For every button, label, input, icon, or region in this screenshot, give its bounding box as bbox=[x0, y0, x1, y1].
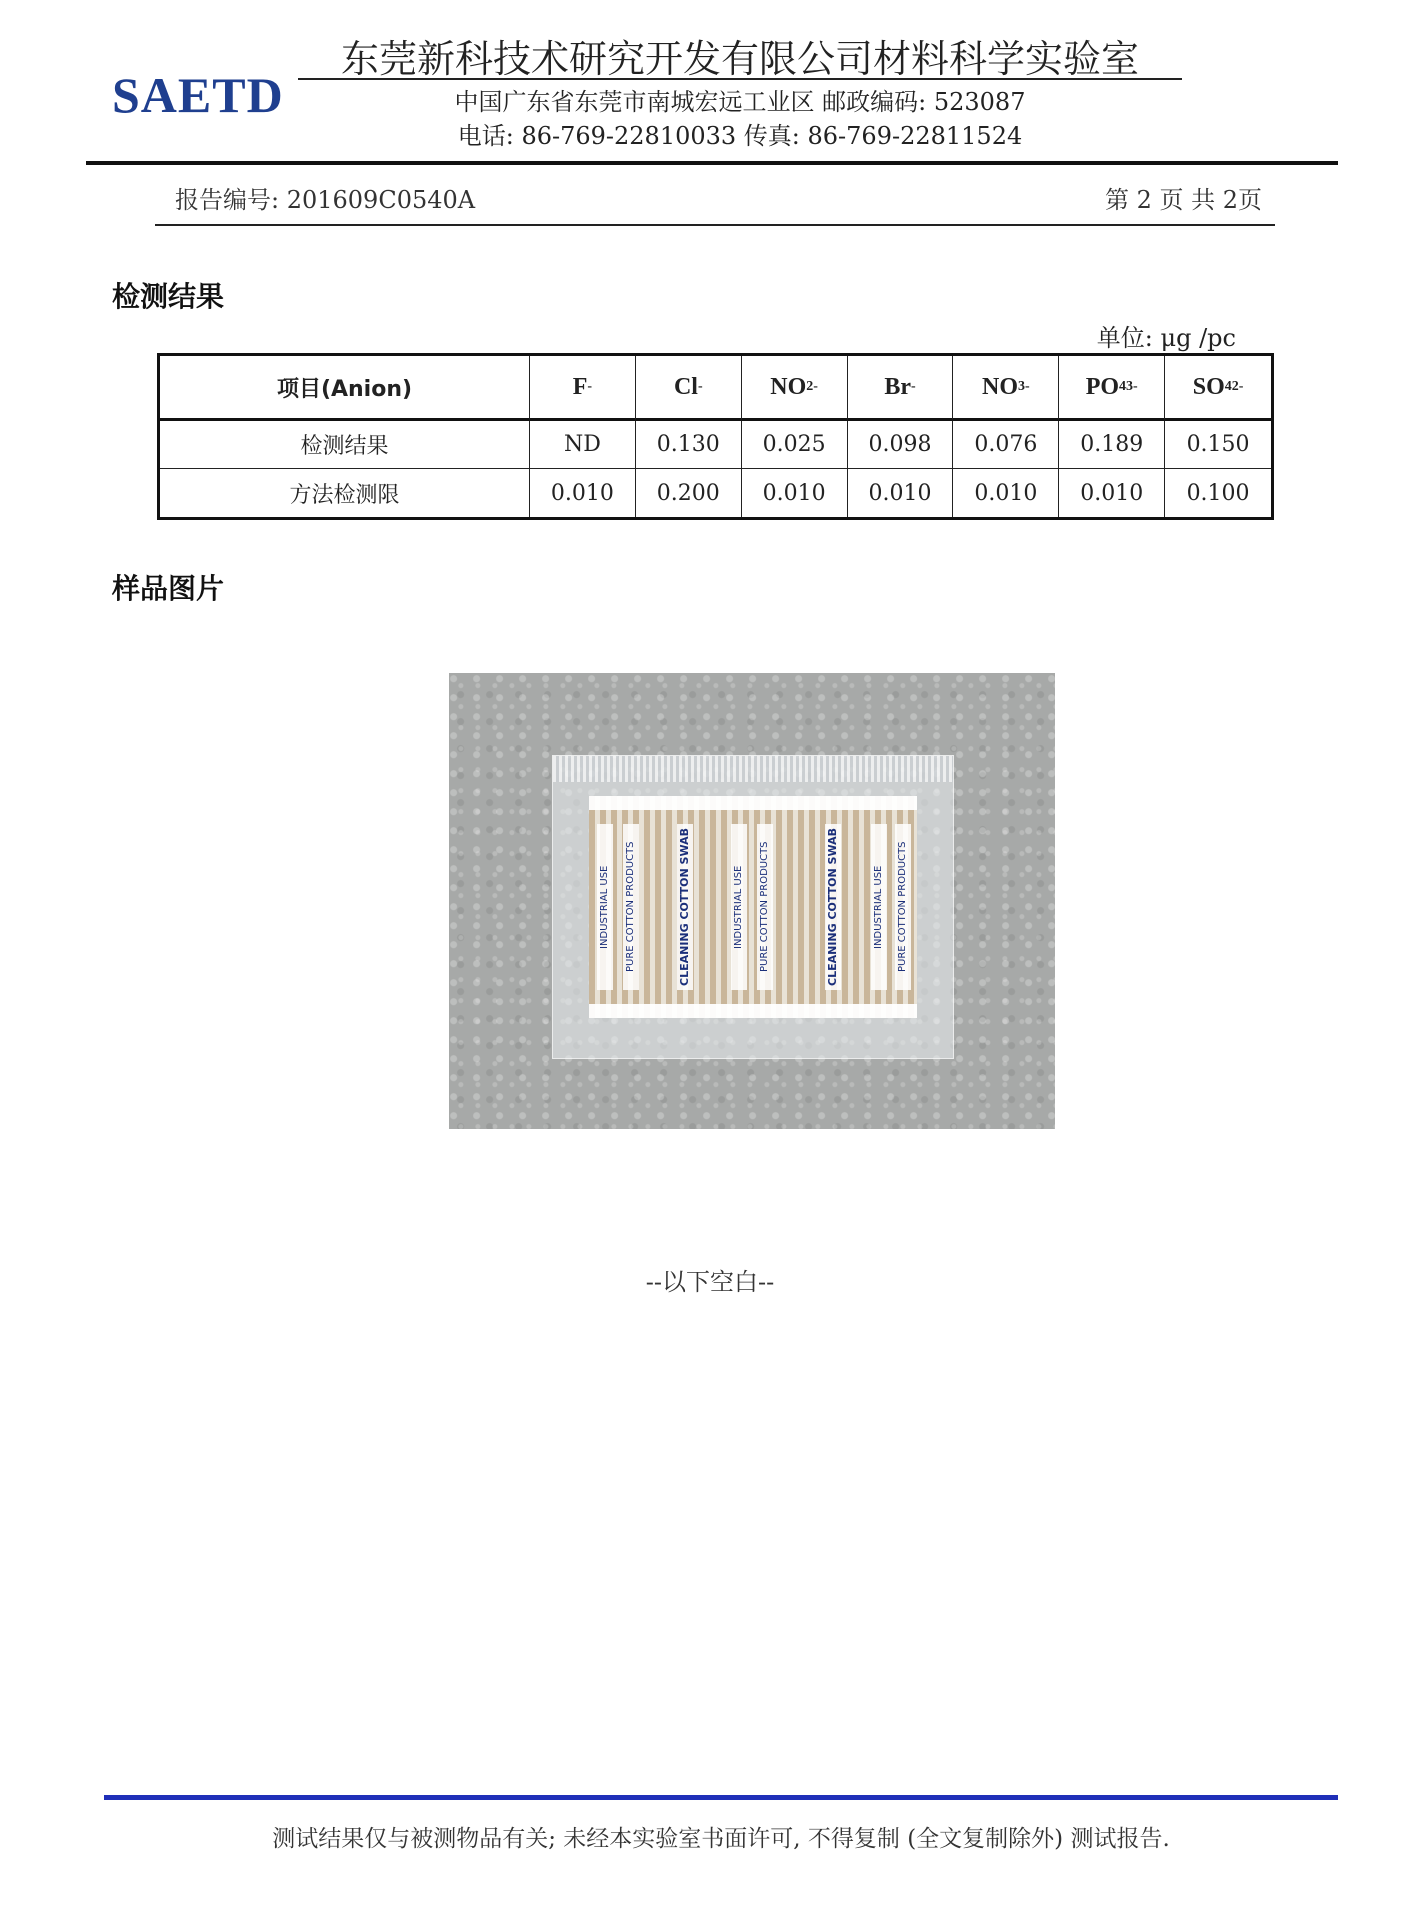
ion-subscript: 2 bbox=[806, 379, 814, 394]
ion-symbol: NO bbox=[770, 373, 807, 400]
table-cell: 0.076 bbox=[953, 421, 1059, 469]
table-cell: 0.150 bbox=[1165, 421, 1271, 469]
page-indicator: 第 2 页 共 2页 bbox=[1104, 186, 1262, 214]
ion-symbol: PO bbox=[1085, 373, 1120, 400]
package-label: PURE COTTON PRODUCTS bbox=[623, 824, 639, 990]
ion-symbol: NO bbox=[982, 373, 1019, 400]
table-header-ion bbox=[953, 356, 1059, 421]
ion-subscript: 4 bbox=[1119, 379, 1127, 394]
table-header-ion bbox=[1165, 356, 1271, 421]
footer-disclaimer: 测试结果仅与被测物品有关; 未经本实验室书面许可, 不得复制 (全文复制除外) 测试报告. bbox=[272, 1826, 1170, 1852]
lab-address: 中国广东省东莞市南城宏远工业区 邮政编码: 523087 bbox=[454, 88, 1026, 116]
ion-charge: - bbox=[697, 379, 703, 394]
sample-section-title: 样品图片 bbox=[112, 572, 225, 605]
results-table bbox=[157, 353, 1274, 520]
package-label: CLEANING COTTON SWAB bbox=[825, 824, 841, 990]
row-label-detection-limit: 方法检测限 bbox=[160, 469, 530, 517]
ion-charge: - bbox=[813, 379, 818, 394]
table-cell: 0.189 bbox=[1059, 421, 1165, 469]
lab-name-divider bbox=[298, 78, 1182, 80]
ion-symbol: SO bbox=[1192, 373, 1225, 400]
ion-subscript: 4 bbox=[1224, 379, 1232, 394]
package-seal bbox=[553, 756, 953, 782]
table-cell: 0.100 bbox=[1186, 480, 1250, 506]
package-label: INDUSTRIAL USE bbox=[871, 824, 887, 990]
package-label: INDUSTRIAL USE bbox=[597, 824, 613, 990]
unit-note: 单位: μg /pc bbox=[1096, 324, 1236, 352]
lab-contact: 电话: 86-769-22810033 传真: 86-769-22811524 bbox=[457, 122, 1023, 150]
lab-name: 东莞新科技术研究开发有限公司材料科学实验室 bbox=[340, 37, 1139, 81]
table-cell: 0.200 bbox=[636, 469, 742, 517]
ion-charge: - bbox=[1025, 379, 1030, 394]
package-label: INDUSTRIAL USE bbox=[731, 824, 747, 990]
report-number: 报告编号: 201609C0540A bbox=[175, 186, 476, 214]
table-header-ion bbox=[636, 356, 742, 421]
package-label: PURE COTTON PRODUCTS bbox=[757, 824, 773, 990]
table-cell: ND bbox=[530, 421, 636, 469]
ion-charge: 3- bbox=[1126, 379, 1138, 394]
ion-symbol: Br bbox=[884, 373, 911, 400]
ion-charge: - bbox=[587, 379, 593, 394]
end-of-content-note: --以下空白-- bbox=[645, 1268, 775, 1296]
footer-divider bbox=[104, 1795, 1338, 1800]
table-cell: 0.098 bbox=[848, 421, 954, 469]
table-header-ion bbox=[530, 356, 636, 421]
table-cell: 0.010 bbox=[848, 469, 954, 517]
ion-symbol: Cl bbox=[673, 373, 698, 400]
ion-charge: 2- bbox=[1231, 379, 1244, 394]
table-cell: 0.010 bbox=[953, 469, 1059, 517]
table-cell: 0.010 bbox=[1059, 469, 1165, 517]
report-info-divider bbox=[155, 224, 1275, 226]
ion-charge: - bbox=[910, 379, 916, 394]
sample-photo bbox=[449, 673, 1055, 1129]
table-cell: 0.010 bbox=[742, 469, 848, 517]
package-label: PURE COTTON PRODUCTS bbox=[895, 824, 911, 990]
lab-logo: SAETD bbox=[112, 67, 284, 123]
ion-symbol: F bbox=[572, 373, 588, 400]
table-header-ion bbox=[742, 356, 848, 421]
ion-subscript: 3 bbox=[1018, 379, 1026, 394]
table-header-ion bbox=[1059, 356, 1165, 421]
header-divider bbox=[86, 161, 1338, 165]
table-cell: 0.025 bbox=[742, 421, 848, 469]
table-header-item: 项目(Anion) bbox=[160, 356, 530, 421]
swab-package bbox=[552, 755, 954, 1059]
row-label-result: 检测结果 bbox=[160, 421, 530, 469]
package-label: CLEANING COTTON SWAB bbox=[677, 824, 693, 990]
table-cell: 0.010 bbox=[530, 469, 636, 517]
table-cell: 0.130 bbox=[636, 421, 742, 469]
table-header-ion bbox=[848, 356, 954, 421]
cotton-swab-bundle bbox=[589, 796, 917, 1018]
results-section-title: 检测结果 bbox=[112, 280, 225, 313]
